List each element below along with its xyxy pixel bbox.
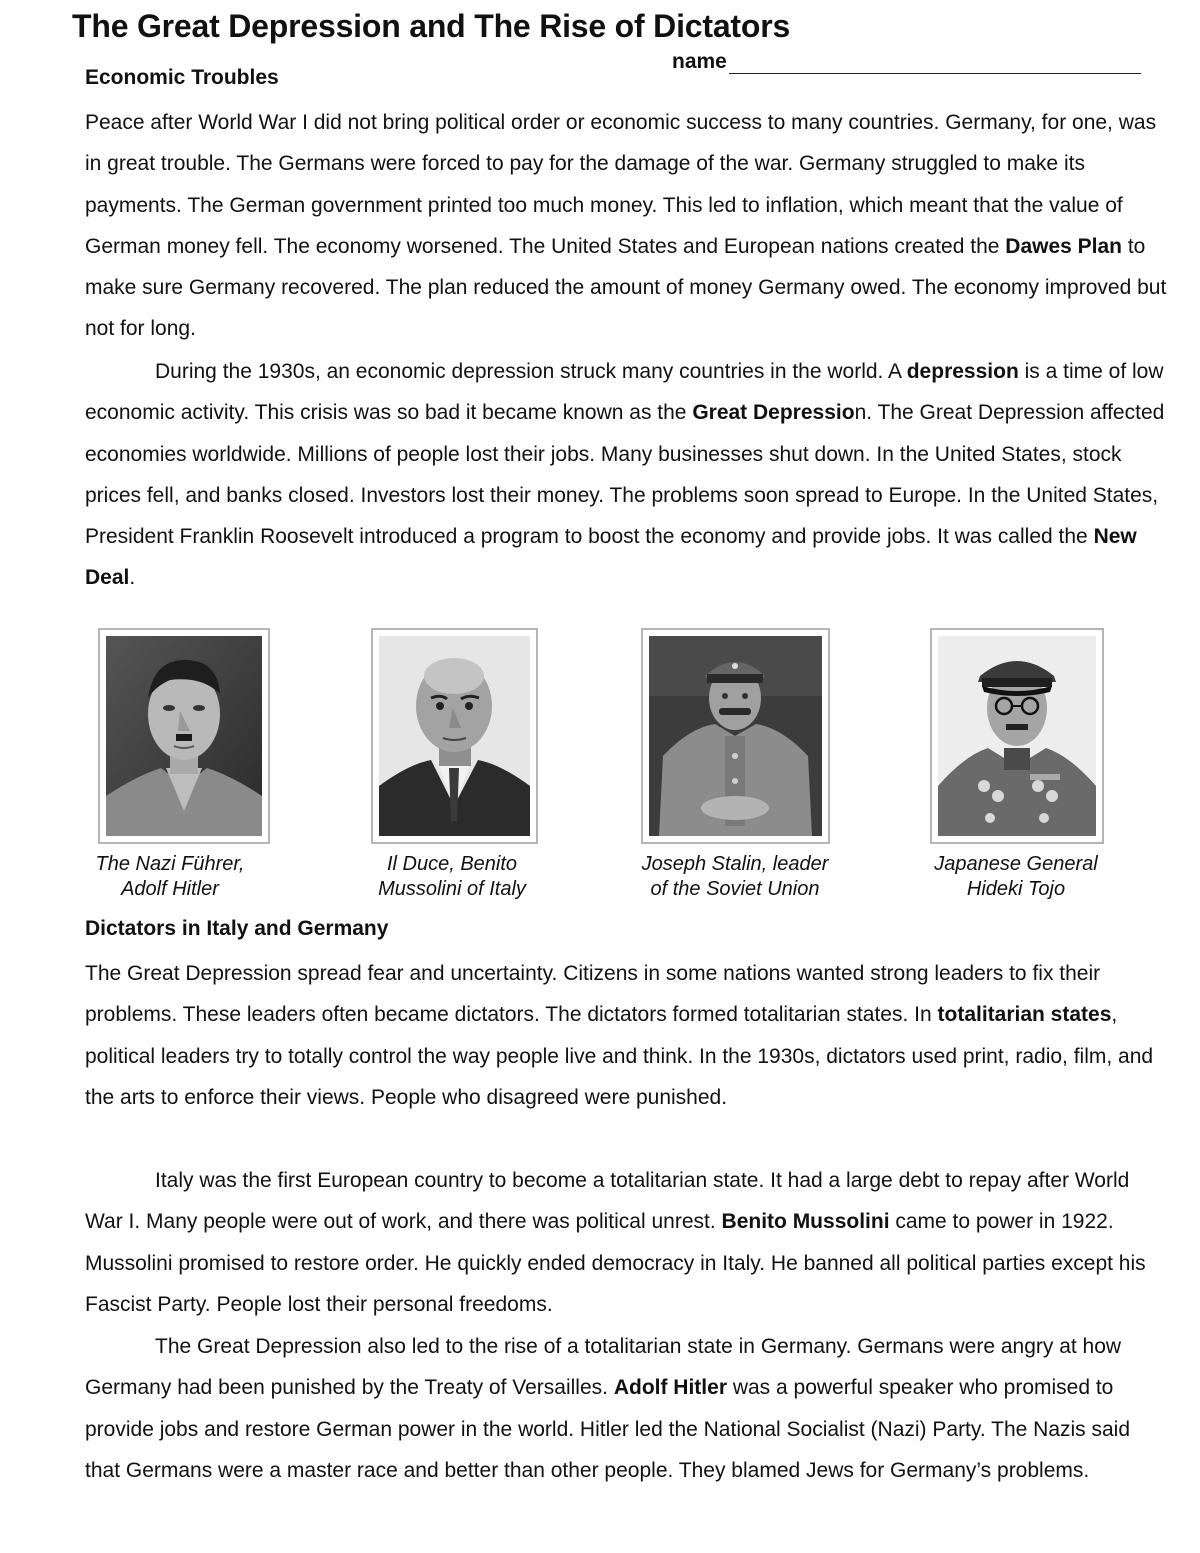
text-run: came to power in 1922. Mussolini promised to restore order. He quickly ended democracy in Italy. He banned all political parties except his Fascist Party. People lost their personal freedoms. (85, 1210, 1146, 1316)
term-adolf-hitler: Adolf Hitler (613, 1376, 727, 1400)
text-run: to make sure Germany recovered. The plan reduced the amount of money Germany owed. The economy improved but not for long. (85, 234, 1167, 341)
photo-tojo (930, 628, 1104, 844)
name-blank-line[interactable] (729, 51, 1141, 74)
caption-stalin (625, 852, 845, 902)
caption-line: Il Duce, Benito (386, 853, 518, 875)
section-heading-dictators: Dictators in Italy and Germany (85, 917, 389, 940)
photo-stalin (641, 628, 830, 844)
term-depression: depression (906, 360, 1019, 383)
paragraph-dictators-1 (85, 953, 1170, 1118)
portrait-stalin-image (649, 636, 822, 836)
caption-line: of the Soviet Union (650, 878, 820, 900)
photo-hitler (98, 628, 270, 844)
paragraph-dictators-3 (85, 1326, 1170, 1491)
caption-line: Joseph Stalin, leader (641, 853, 829, 875)
section-heading-economic-troubles: Economic Troubles (85, 66, 279, 89)
caption-hitler (80, 852, 260, 902)
caption-mussolini (352, 852, 552, 902)
page-title: The Great Depression and The Rise of Dictators (72, 8, 791, 44)
term-great-depression: Great Depressio (692, 401, 855, 425)
paragraph-dictators-2 (85, 1160, 1170, 1325)
portrait-hitler-image (106, 636, 262, 836)
term-dawes-plan: Dawes Plan (1005, 234, 1123, 258)
name-field[interactable] (672, 50, 1141, 74)
paragraph-economic-troubles-2 (85, 351, 1170, 599)
caption-tojo (916, 852, 1116, 902)
term-benito-mussolini: Benito Mussolini (721, 1210, 890, 1234)
caption-line: The Nazi Führer, (95, 853, 245, 875)
text-run: was a powerful speaker who promised to provide jobs and restore German power in the world. Hitler led the National Socialist (Nazi) Party. The Nazis said that Germans were a master race and better than other people. They blamed Jews for Germany’s problems. (85, 1376, 1131, 1482)
caption-line: Japanese General (934, 853, 1098, 875)
caption-line: Hideki Tojo (966, 878, 1066, 900)
text-run: During the 1930s, an economic depression struck many countries in the world. A (155, 360, 907, 383)
text-run: The Great Depression also led to the rise of a totalitarian state in Germany. Germans were angry at how Germany had been punished by the Treaty of Versailles. (85, 1335, 1122, 1400)
portrait-tojo-image (938, 636, 1096, 836)
term-new-deal: New Deal (85, 525, 1137, 590)
caption-line: Adolf Hitler (121, 878, 219, 900)
photo-mussolini (371, 628, 538, 844)
text-run: The Great Depression spread fear and uncertainty. Citizens in some nations wanted strong leaders to fix their problems. These leaders often became dictators. The dictators formed totalitarian states. In (85, 962, 1101, 1027)
name-label: name (672, 50, 727, 73)
text-run: , political leaders try to totally control the way people live and think. In the 1930s, dictators used print, radio, film, and the arts to enforce their views. People who disagreed were punished. (85, 1003, 1154, 1109)
text-run: n. The Great Depression affected economies worldwide. Millions of people lost their jobs. Many businesses shut down. In the United States, stock prices fell, and banks closed. Investors lost their money. The problems soon spread to Europe. In the United States, President Franklin Roosevelt introduced a program to boost the economy and provide jobs. It was called the (85, 401, 1165, 549)
text-run: Italy was the first European country to become a totalitarian state. It had a large debt to repay after World War I. Many people were out of work, and there was political unrest. (85, 1169, 1130, 1234)
text-run: is a time of low economic activity. This crisis was so bad it became known as the (85, 360, 1164, 425)
portrait-mussolini-image (379, 636, 530, 836)
text-run: . (129, 566, 136, 590)
paragraph-economic-troubles-1 (85, 102, 1170, 350)
caption-line: Mussolini of Italy (378, 878, 526, 900)
term-totalitarian-states: totalitarian states (937, 1003, 1112, 1027)
text-run: Peace after World War I did not bring political order or economic success to many countries. Germany, for one, was in great trouble. The Germans were forced to pay for the damage of the war. Germany struggled to make its payments. The German government printed too much money. This led to inflation, which meant that the value of German money fell. The economy worsened. The United States and European nations created the (85, 111, 1157, 258)
